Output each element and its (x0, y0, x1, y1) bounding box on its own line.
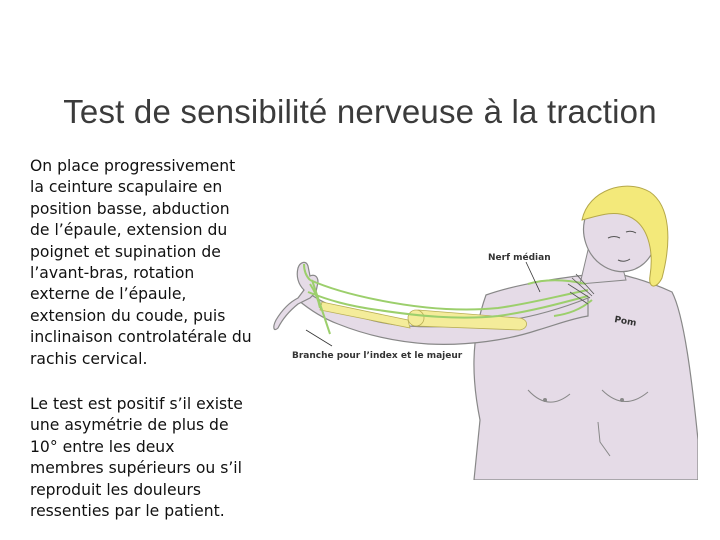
criteria-paragraph: Le test est positif s’il existe une asymétrie de plus de 10° entre les deux membres supérieurs ou s’il reproduit les douleurs ressenties par le patient. (30, 395, 243, 521)
hand (274, 262, 318, 329)
median-nerve-label: Nerf médian (488, 253, 551, 263)
pom-label: Pom (613, 315, 638, 329)
slide-title: Test de sensibilité nerveuse à la traction (63, 93, 657, 130)
nerve-tension-illustration (258, 180, 698, 480)
branch-label: Branche pour l’index et le majeur (292, 351, 463, 361)
chest-detail (620, 398, 624, 402)
chest-detail (543, 398, 547, 402)
elbow-bone (408, 310, 424, 326)
branch-pointer (306, 330, 332, 346)
description-paragraph: On place progressivement la ceinture scapulaire en position basse, abduction de l’épaule, extension du poignet et supination de l’avant-bras, rotation externe de l’épaule, extension du coude, puis inclinaison controlatérale du rachis cervical. (30, 157, 252, 368)
